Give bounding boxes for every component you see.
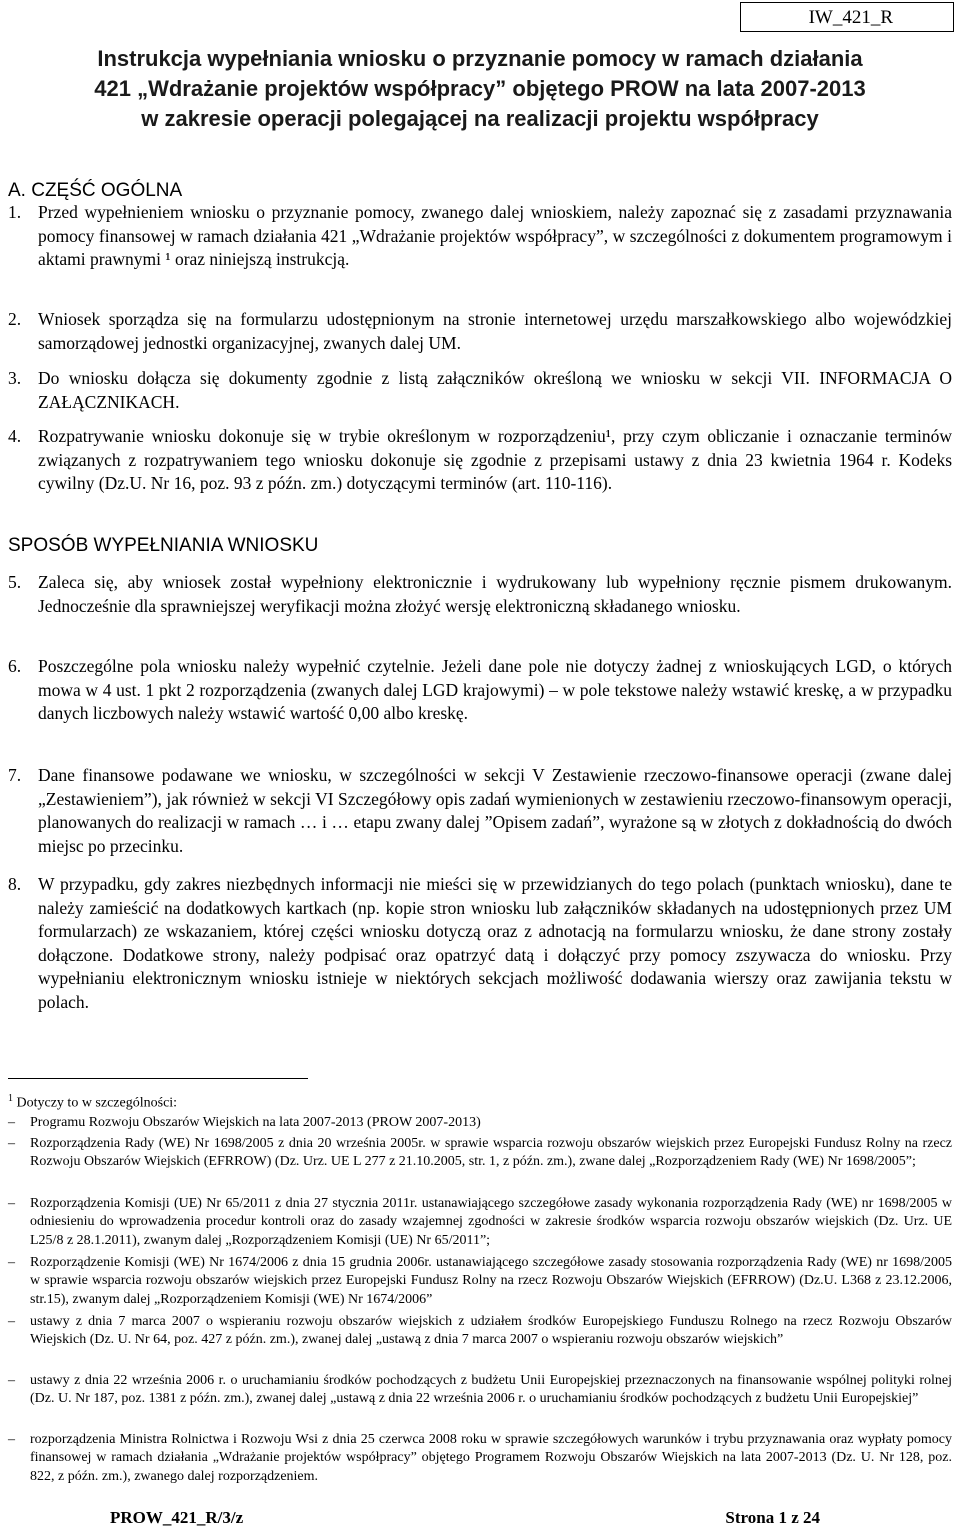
item-number: 6. [8, 656, 22, 676]
item-number: 8. [8, 874, 22, 894]
section-b-heading: SPOSÓB WYPEŁNIANIA WNIOSKU [8, 535, 319, 556]
footnote-entry: – Rozporządzenia Rady (WE) Nr 1698/2005 z dnia 20 września 2005r. w sprawie wsparcia rozwoju obszarów wiejskich przez Europejski Fundusz Rolny na rzecz Rozwoju Obszarów Wiejskich (EFRROW) (Dz. Urz. UE L 277 z 21.10.2005, str. 1, z późn. zm.), zwane dalej „Rozporządzeniem Rady (WE) Nr 1698/2005”; [8, 1136, 952, 1170]
list-item-1 [8, 201, 952, 272]
document-code-box [740, 2, 954, 32]
footnote-divider [8, 1078, 308, 1079]
item-number: 4. [8, 426, 22, 446]
list-item-6 [8, 655, 952, 726]
item-text: Poszczególne pola wniosku należy wypełnić czytelnie. Jeżeli dane pole nie dotyczy żadnej z wnioskujących LGD, o których mowa w 4 ust. 1 pkt 2 rozporządzenia (zwanych dalej LGD krajowymi) – w pole tekstowe należy wstawić kreskę, a w przypadku danych liczbowych należy wstawić wartość 0,00 albo kreskę. [38, 656, 952, 724]
item-text: Wniosek sporządza się na formularzu udostępnionym na stronie internetowej urzędu marszałkowskiego albo wojewódzkiej samorządowej jednostki organizacyjnej, zwanych dalej UM. [38, 309, 952, 353]
item-text: W przypadku, gdy zakres niezbędnych informacji nie mieści się w przewidzianych do tego polach (punktach wniosku), dane te należy zamieścić na dodatkowych kartkach (np. kopie stron wniosku lub załączników składanych na udostępnionych przez UM formularzach) ze wskazaniem, której części wniosku dotyczą oraz z adnotacją na formularzu wniosku, że dane strony zostały dołączone. Dodatkowe strony, należy podpisać oraz opatrzyć datą i dołączyć przy pomocy zszywacza do wniosku. Przy wypełnianiu elektronicznym wniosku istnieje w niektórych sekcjach możliwość dodawania wierszy oraz zawijania tekstu w polach. [38, 874, 952, 1012]
footnote-entry: – Programu Rozwoju Obszarów Wiejskich na lata 2007-2013 (PROW 2007-2013) [8, 1115, 481, 1130]
item-text: Dane finansowe podawane we wniosku, w szczególności w sekcji V Zestawienie rzeczowo-finansowe operacji (zwane dalej „Zestawieniem”), jak również w sekcji VI Szczegółowy opis zadań wymienionych w zestawieniu rzeczowo-finansowym operacji, planowanych do realizacji w ramach … i … etapu zwany dalej ”Opisem zadań”, wyrażone są w złotych z dokładnością do dwóch miejsc po przecinku. [38, 765, 952, 856]
footer-form-code: PROW_421_R/3/z [110, 1508, 244, 1527]
section-a-heading: A. CZĘŚĆ OGÓLNA [8, 180, 183, 201]
item-text: Do wniosku dołącza się dokumenty zgodnie z listą załączników określoną we wniosku w sekcji VII. INFORMACJA O ZAŁĄCZNIKACH. [38, 368, 952, 412]
item-number: 1. [8, 202, 22, 222]
title-line-2: 421 „Wdrażanie projektów współpracy” objętego PROW na lata 2007-2013 [94, 76, 866, 101]
list-item-2 [8, 308, 952, 355]
footnote-entry: – rozporządzenia Ministra Rolnictwa i Rozwoju Wsi z dnia 25 czerwca 2008 roku w sprawie szczegółowych warunków i trybu przyznawania oraz wypłaty pomocy finansowej w ramach działania „Wdrażanie projektów współpracy” objętego Programem Rozwoju Obszarów Wiejskich na lata 2007-2013 (Dz. U. Nr 128, poz. 822, z późn. zm.), zwanego dalej rozporządzeniem. [8, 1432, 952, 1484]
list-item-5 [8, 571, 952, 618]
list-item-3 [8, 367, 952, 414]
footnote-mark: 1 [8, 1093, 13, 1104]
item-number: 5. [8, 572, 22, 592]
title-line-3: w zakresie operacji polegającej na realizacji projektu współpracy [141, 106, 819, 131]
item-text: Przed wypełnieniem wniosku o przyznanie pomocy, zwanego dalej wnioskiem, należy zapoznać się z zasadami przyznawania pomocy finansowej w ramach działania 421 „Wdrażanie projektów współpracy”, w szczególności z dokumentem programowym i aktami prawnymi ¹ oraz niniejszą instrukcją. [38, 202, 952, 270]
item-text: Zaleca się, aby wniosek został wypełniony elektronicznie i wydrukowany lub wypełniony ręcznie pismem drukowanym. Jednocześnie dla sprawniejszej weryfikacji można złożyć wersję elektroniczną składanego wniosku. [38, 572, 952, 616]
footnote-heading [8, 1093, 177, 1112]
footer-page-number: Strona 1 z 24 [725, 1508, 820, 1527]
item-number: 7. [8, 765, 22, 785]
list-item-4 [8, 425, 952, 496]
item-number: 3. [8, 368, 22, 388]
title-line-1: Instrukcja wypełniania wniosku o przyznanie pomocy w ramach działania [97, 46, 863, 71]
document-title [0, 44, 960, 134]
footnote-entry: – ustawy z dnia 22 września 2006 r. o uruchamianiu środków pochodzących z budżetu Unii Europejskiej przeznaczonych na finansowanie wspólnej polityki rolnej (Dz. U. Nr 187, poz. 1381 z późn. zm.), zwanej dalej „ustawą z dnia 22 września 2006 r. o uruchamianiu środków pochodzących z budżetu Unii Europejskiej” [8, 1373, 952, 1407]
footnote-entry: – Rozporządzenia Komisji (UE) Nr 65/2011 z dnia 27 stycznia 2011r. ustanawiającego szczegółowe zasady wykonania rozporządzenia Rady (WE) nr 1698/2005 w odniesieniu do wprowadzenia procedur kontroli oraz do zasady wzajemnej zgodności w zakresie środków wsparcia rozwoju obszarów wiejskich (Dz. Urz. UE L25/8 z 28.1.2011), zwanym dalej „Rozporządzeniem Komisji (UE) Nr 65/2011”; [8, 1196, 952, 1248]
list-item-8 [8, 873, 952, 1015]
footnote-heading-text: Dotyczy to w szczególności: [16, 1095, 178, 1111]
list-item-7 [8, 764, 952, 858]
item-number: 2. [8, 309, 22, 329]
footnote-entry: – Rozporządzenie Komisji (WE) Nr 1674/2006 z dnia 15 grudnia 2006r. ustanawiającego szczegółowe zasady stosowania rozporządzenia Rady (WE) nr 1698/2005 w sprawie wsparcia rozwoju obszarów wiejskich przez Europejski Fundusz Rolny na rzecz Rozwoju Obszarów Wiejskich (EFRROW) (Dz.U. L368 z 23.12.2006, str.15), zwanym dalej „Rozporządzeniem Komisji (WE) Nr 1674/2006” [8, 1255, 952, 1307]
item-text: Rozpatrywanie wniosku dokonuje się w trybie określonym w rozporządzeniu¹, przy czym obliczanie i oznaczanie terminów związanych z rozpatrywaniem tego wniosku dokonuje się zgodnie z przepisami ustawy z dnia 23 kwietnia 1964 r. Kodeks cywilny (Dz.U. Nr 16, poz. 93 z późn. zm.) dotyczącymi terminów (art. 110-116). [38, 426, 952, 494]
document-code: IW_421_R [808, 7, 893, 28]
footnote-entry: – ustawy z dnia 7 marca 2007 o wspieraniu rozwoju obszarów wiejskich z udziałem środków Europejskiego Funduszu Rolnego na rzecz Rozwoju Obszarów Wiejskich (Dz. U. Nr 64, poz. 427 z późn. zm.), zwanej dalej „ustawą z dnia 7 marca 2007 o wspieraniu rozwoju obszarów wiejskich” [8, 1314, 952, 1348]
